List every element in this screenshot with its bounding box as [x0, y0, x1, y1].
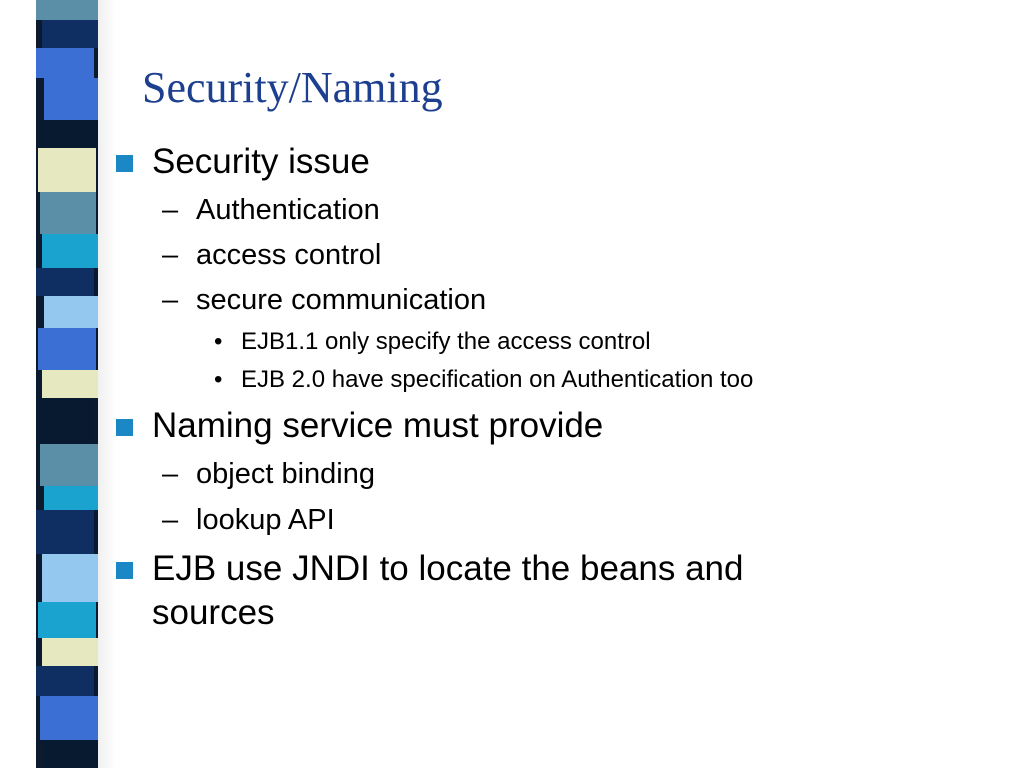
dash-icon: – [162, 284, 179, 316]
stripe-block [36, 666, 94, 696]
square-bullet-icon [116, 419, 133, 436]
stripe-block [38, 148, 96, 192]
stripe-block [44, 486, 98, 510]
sub-bullet-object-binding: object binding [196, 458, 375, 490]
bullet-ejb-jndi-line2: sources [152, 593, 275, 632]
stripe-block [42, 554, 98, 602]
dash-icon: – [162, 239, 179, 271]
sub-bullet-secure-communication: secure communication [196, 284, 487, 316]
bullet-security-issue: Security issue [152, 142, 370, 181]
subsub-bullet-ejb20: EJB 2.0 have specification on Authentication too [241, 366, 754, 393]
stripe-block [36, 268, 94, 296]
stripe-block [42, 20, 98, 48]
square-bullet-icon [116, 155, 133, 172]
stripe-block [38, 328, 96, 370]
stripe-block [36, 510, 94, 554]
stripe-block [36, 398, 94, 444]
stripe-block [42, 234, 98, 268]
stripe-block [40, 120, 98, 148]
sub-bullet-lookup-api: lookup API [196, 504, 335, 536]
sub-bullet-authentication: Authentication [196, 194, 380, 226]
stripe-block [38, 602, 96, 638]
stripe-block [44, 740, 98, 768]
stripe-block [40, 192, 96, 234]
stripe-block [36, 0, 98, 20]
dot-icon: • [214, 366, 223, 393]
stripe-block [42, 638, 98, 666]
square-bullet-icon [116, 562, 133, 579]
dot-icon: • [214, 328, 223, 355]
stripe-block [36, 48, 94, 78]
stripe-block [42, 370, 98, 398]
decorative-stripe [36, 0, 98, 768]
bullet-ejb-jndi-line1: EJB use JNDI to locate the beans and [152, 549, 744, 588]
dash-icon: – [162, 458, 179, 490]
slide-title: Security/Naming [142, 63, 443, 112]
stripe-block [40, 696, 98, 740]
subsub-bullet-ejb11: EJB1.1 only specify the access control [241, 328, 651, 355]
dash-icon: – [162, 504, 179, 536]
dash-icon: – [162, 194, 179, 226]
sub-bullet-access-control: access control [196, 239, 382, 271]
stripe-block [40, 444, 98, 486]
stripe-block [44, 296, 98, 328]
bullet-naming-service: Naming service must provide [152, 406, 604, 445]
stripe-block [44, 78, 98, 120]
